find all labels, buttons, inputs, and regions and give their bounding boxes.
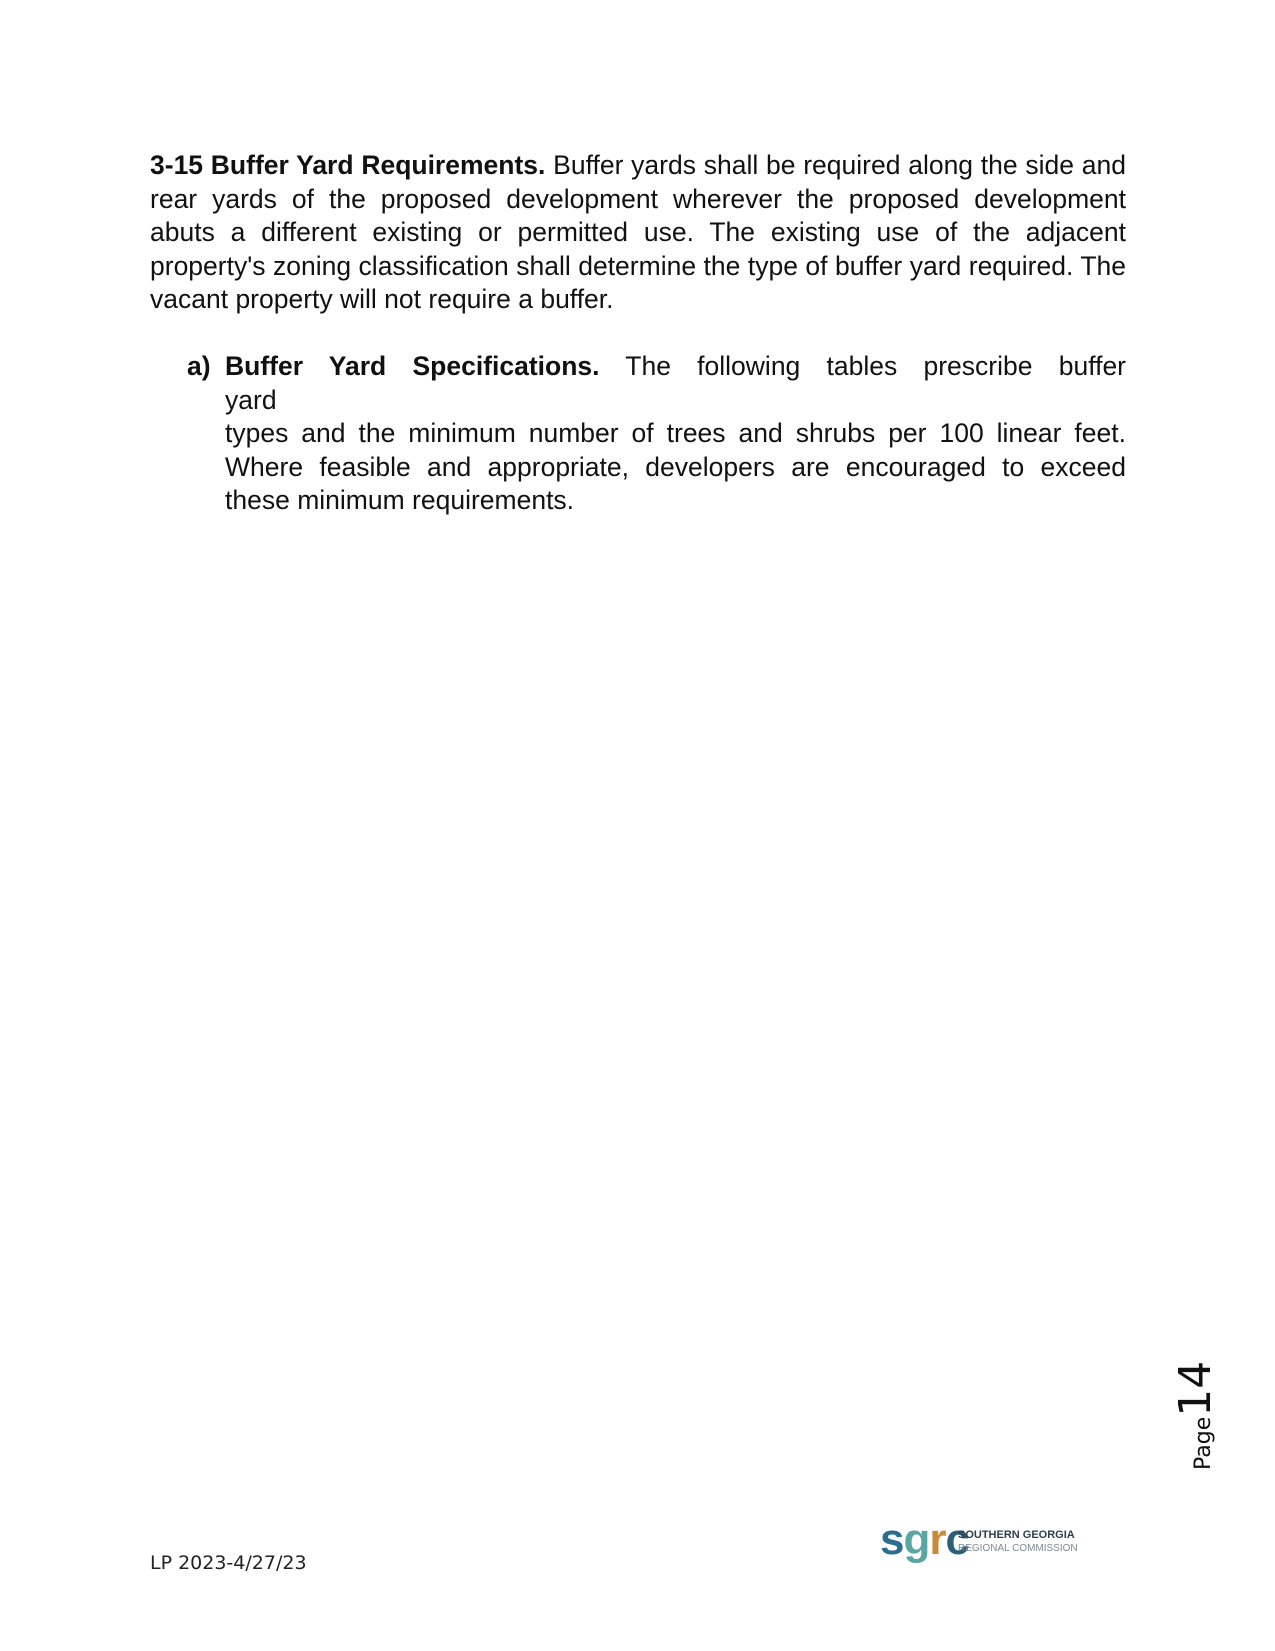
subsection-heading: Buffer Yard Specifications. <box>225 351 600 381</box>
logo-line2: REGIONAL COMMISSION <box>958 1543 1078 1554</box>
page-number: 14 <box>1170 1360 1221 1417</box>
subsection-rest-text: types and the minimum number of trees and shrubs per 100 linear feet. Where feasible and appropriate, developers are encouraged to exceed these minimum requirements. <box>225 418 1126 515</box>
page-number-vertical <box>1170 1361 1221 1470</box>
section-heading: 3-15 Buffer Yard Requirements. <box>150 150 546 180</box>
document-code: LP 2023-4/27/23 <box>150 1552 307 1574</box>
sgrc-logo-words <box>958 1529 1078 1555</box>
subsection-body <box>225 350 1126 518</box>
logo-line1: SOUTHERN GEORGIA <box>958 1529 1075 1541</box>
logo-letter-r: r <box>929 1515 946 1564</box>
subsection-marker: a) <box>187 351 211 381</box>
section-3-15 <box>150 149 1126 317</box>
sgrc-logo <box>880 1515 1080 1566</box>
subsection-line2-text: yard <box>225 384 277 415</box>
subsection-first-line <box>225 350 1126 384</box>
logo-letter-s: s <box>880 1515 904 1564</box>
section-body: Buffer yards shall be required along the side and rear yards of the proposed development wherever the proposed development abuts a different existing or permitted use. The existing use of the adjacent property's zoning classification shall determine the type of buffer yard required. The vacant property will not require a buffer. <box>150 150 1126 314</box>
logo-letter-c: c <box>945 1515 969 1564</box>
page-label: Page <box>1191 1416 1216 1470</box>
subsection-line1-text: The following tables prescribe buffer <box>625 351 1127 381</box>
subsection-a <box>187 350 1126 518</box>
sgrc-logo-mark <box>880 1515 969 1564</box>
logo-letter-g: g <box>903 1515 930 1564</box>
